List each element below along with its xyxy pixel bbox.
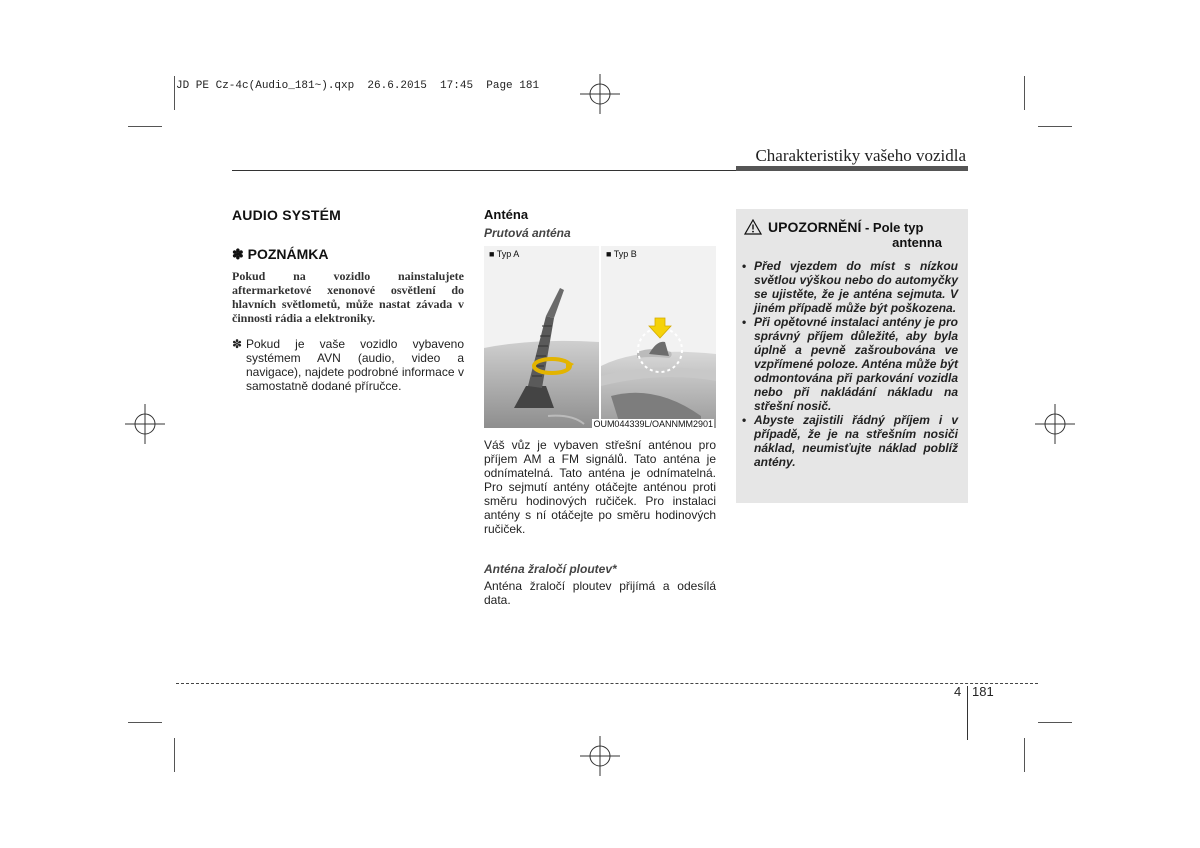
- section-title: AUDIO SYSTÉM: [232, 207, 341, 223]
- bullet: •: [742, 413, 747, 427]
- figure-label-type-b: ■ Typ B: [606, 249, 637, 259]
- antenna-figure: [484, 246, 716, 430]
- bullet: •: [742, 259, 747, 273]
- left-column: [232, 207, 464, 393]
- shark-fin-antenna-illustration-icon: [601, 246, 716, 428]
- registration-mark-left-icon: [125, 404, 165, 444]
- warning-title-line2: antenna: [892, 235, 942, 250]
- rod-antenna-illustration-icon: [484, 246, 599, 428]
- page-number: 181: [972, 684, 994, 699]
- warning-box: [736, 209, 968, 503]
- note-text: Pokud na vozidlo nainstalujete aftermarketové xenonové osvětlení do hlavních světlometů, může nastat závada v činnosti rádia a elektroniky.: [232, 269, 464, 325]
- header-accent-bar: [736, 166, 968, 171]
- warning-item: [742, 315, 962, 413]
- figure-label-type-a: ■ Typ A: [489, 249, 520, 259]
- warning-item-text: Před vjezdem do míst s nízkou světlou výškou nebo do automyčky se ujistěte, že je anténa sejmuta. V jiném případě může být poškozena.: [754, 259, 958, 315]
- shark-fin-subheading: Anténa žraločí ploutev*: [484, 562, 617, 576]
- warning-triangle-icon: [744, 219, 762, 235]
- registration-mark-bottom-icon: [580, 736, 620, 776]
- registration-mark-right-icon: [1035, 404, 1075, 444]
- note-symbol-icon: ✽: [232, 337, 243, 351]
- note-title: ✽ POZNÁMKA: [232, 246, 329, 262]
- warning-item-text: Abyste zajistili řádný příjem i v případě, že je na střešním nosiči náklad, neumisťujte náklad poblíž antény.: [754, 413, 958, 469]
- rod-antenna-subheading: Prutová anténa: [484, 226, 571, 240]
- warning-list: [742, 259, 962, 469]
- shark-fin-body-text: Anténa žraločí ploutev přijímá a odesílá data.: [484, 579, 716, 607]
- figure-panel-type-b: [601, 246, 716, 428]
- page-number-divider: [967, 686, 968, 740]
- bullet: •: [742, 315, 747, 329]
- note-item-text: Pokud je vaše vozidlo vybaveno systémem AVN (audio, video a navigace), najdete podrobné informace v samostatně dodané příručce.: [246, 337, 464, 393]
- warning-title: [768, 219, 923, 235]
- print-file-header: JD PE Cz-4c(Audio_181~).qxp 26.6.2015 17:45 Page 181: [176, 80, 540, 92]
- warning-item-text: Při opětovné instalaci antény je pro správný příjem důležité, aby byla úplně a pevně zašroubována ve vzpřímené poloze. Anténa může být odmontována při parkování vozidla nebo při nakládání nákladu na střešní nosič.: [754, 315, 958, 413]
- note-item: [232, 337, 464, 393]
- warning-item: [742, 413, 962, 469]
- warning-title-main: UPOZORNĚNÍ: [768, 219, 862, 235]
- warning-header: [742, 219, 962, 259]
- chapter-title: Charakteristiky vašeho vozidla: [755, 146, 966, 165]
- figure-panel-type-a: [484, 246, 599, 428]
- middle-column: [484, 207, 716, 607]
- antenna-heading: Anténa: [484, 207, 529, 222]
- antenna-body-text: Váš vůz je vybaven střešní anténou pro příjem AM a FM signálů. Tato anténa je odnímatelná. Tato anténa je odnímatelná. Pro sejmutí antény otáčejte anténou proti směru hodinových ručiček. Pro instalaci antény s ní otáčejte po směru hodinových ručiček.: [484, 438, 716, 536]
- warning-title-suffix: - Pole typ: [861, 220, 924, 235]
- warning-item: [742, 259, 962, 315]
- footer-dotted-rule: [176, 683, 1038, 684]
- figure-code: OUM044339L/OANNMM2901: [593, 419, 713, 429]
- chapter-number: 4: [954, 684, 962, 699]
- registration-mark-top-icon: [580, 74, 620, 114]
